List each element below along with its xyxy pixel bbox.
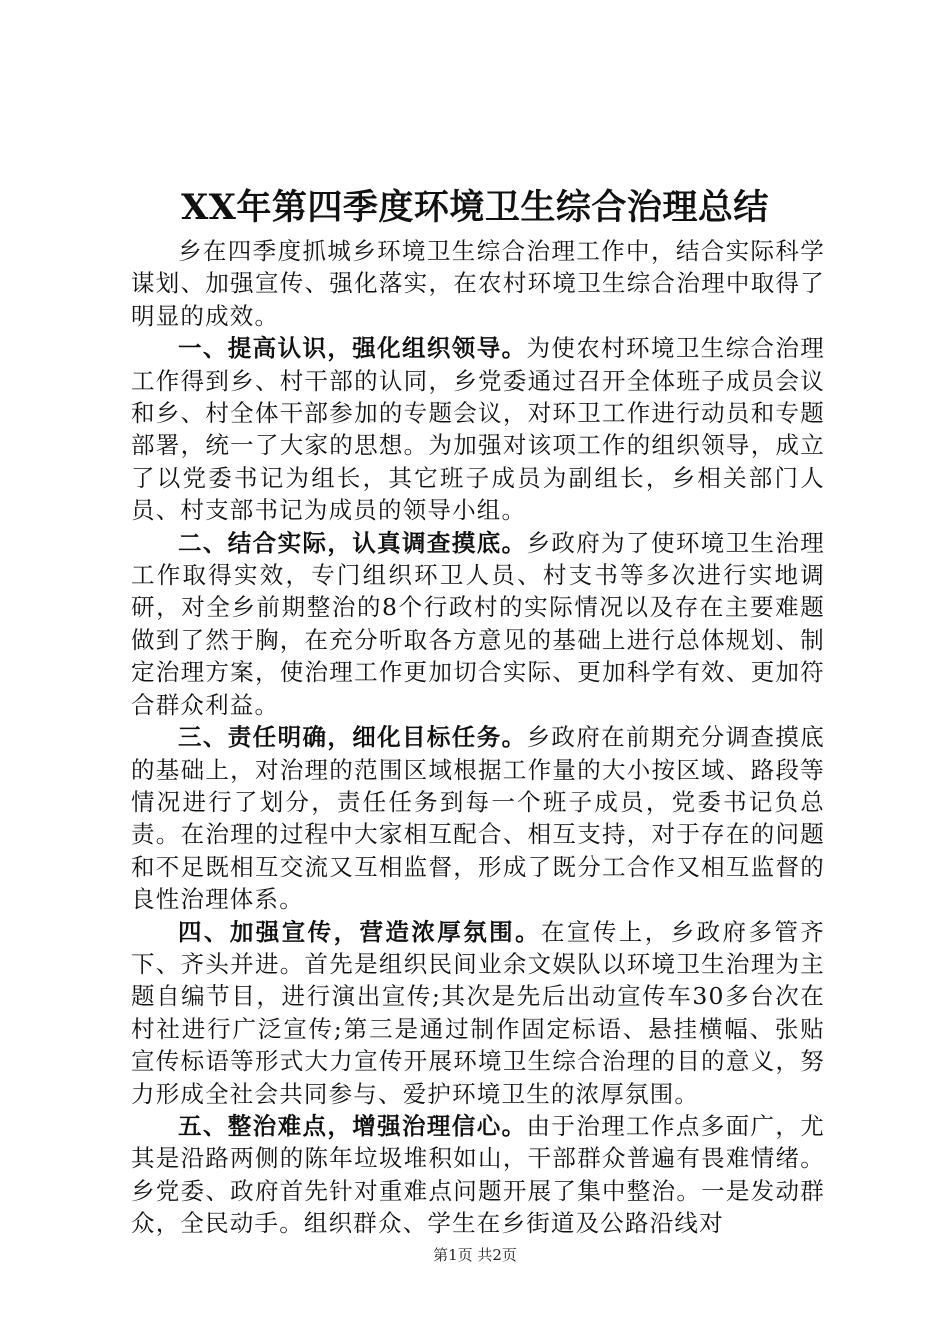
paragraph-section-4 xyxy=(131,916,825,1110)
section-heading: 三、责任明确，细化目标任务。 xyxy=(178,723,527,752)
document-title: XX年第四季度环境卫生综合治理总结 xyxy=(181,187,769,228)
paragraph-intro xyxy=(131,235,825,332)
paragraph-text: 乡在四季度抓城乡环境卫生综合治理工作中，结合实际科学谋划、加强宣传、强化落实，在农村环境卫生综合治理中取得了明显的成效。 xyxy=(131,237,825,330)
paragraph-section-2 xyxy=(131,527,825,721)
section-heading: 二、结合实际，认真调查摸底。 xyxy=(178,528,527,557)
paragraph-text: 由于治理工作点多面广，尤其是沿路两侧的陈年垃圾堆积如山，干部群众普遍有畏难情绪。乡党委、政府首先针对重难点问题开展了集中整治。一是发动群众，全民动手。组织群众、学生在乡街道及公路沿线对 xyxy=(131,1111,825,1238)
section-heading: 一、提高认识，强化组织领导。 xyxy=(178,334,527,363)
paragraph-text: 在宣传上，乡政府多管齐下、齐头并进。首先是组织民间业余文娱队以环境卫生治理为主题自编节目，进行演出宣传;其次是先后出动宣传车30多台次在村社进行广泛宣传;第三是通过制作固定标语、悬挂横幅、张贴宣传标语等形式大力宣传开展环境卫生综合治理的目的意义，努力形成全社会共同参与、爱护环境卫生的浓厚氛围。 xyxy=(131,917,825,1108)
paragraph-section-3 xyxy=(131,721,825,915)
paragraph-text: 为使农村环境卫生综合治理工作得到乡、村干部的认同，乡党委通过召开全体班子成员会议和乡、村全体干部参加的专题会议，对环卫工作进行动员和专题部署，统一了大家的思想。为加强对该项工作的组织领导，成立了以党委书记为组长，其它班子成员为副组长，乡相关部门人员、村支部书记为成员的领导小组。 xyxy=(131,334,825,525)
paragraph-text: 乡政府在前期充分调查摸底的基础上，对治理的范围区域根据工作量的大小按区域、路段等情况进行了划分，责任任务到每一个班子成员，党委书记负总责。在治理的过程中大家相互配合、相互支持，对于存在的问题和不足既相互交流又互相监督，形成了既分工合作又相互监督的良性治理体系。 xyxy=(131,723,825,914)
page-number-footer: 第1页 共2页 xyxy=(433,1246,517,1264)
paragraph-section-5 xyxy=(131,1110,825,1240)
paragraph-section-1 xyxy=(131,332,825,526)
document-body xyxy=(131,235,825,1240)
paragraph-text: 乡政府为了使环境卫生治理工作取得实效，专门组织环卫人员、村支书等多次进行实地调研，对全乡前期整治的8个行政村的实际情况以及存在主要难题做到了然于胸，在充分听取各方意见的基础上进行总体规划、制定治理方案，使治理工作更加切合实际、更加科学有效、更加符合群众利益。 xyxy=(131,528,825,719)
section-heading: 五、整治难点，增强治理信心。 xyxy=(178,1111,527,1140)
section-heading: 四、加强宣传，营造浓厚氛围。 xyxy=(178,917,541,946)
